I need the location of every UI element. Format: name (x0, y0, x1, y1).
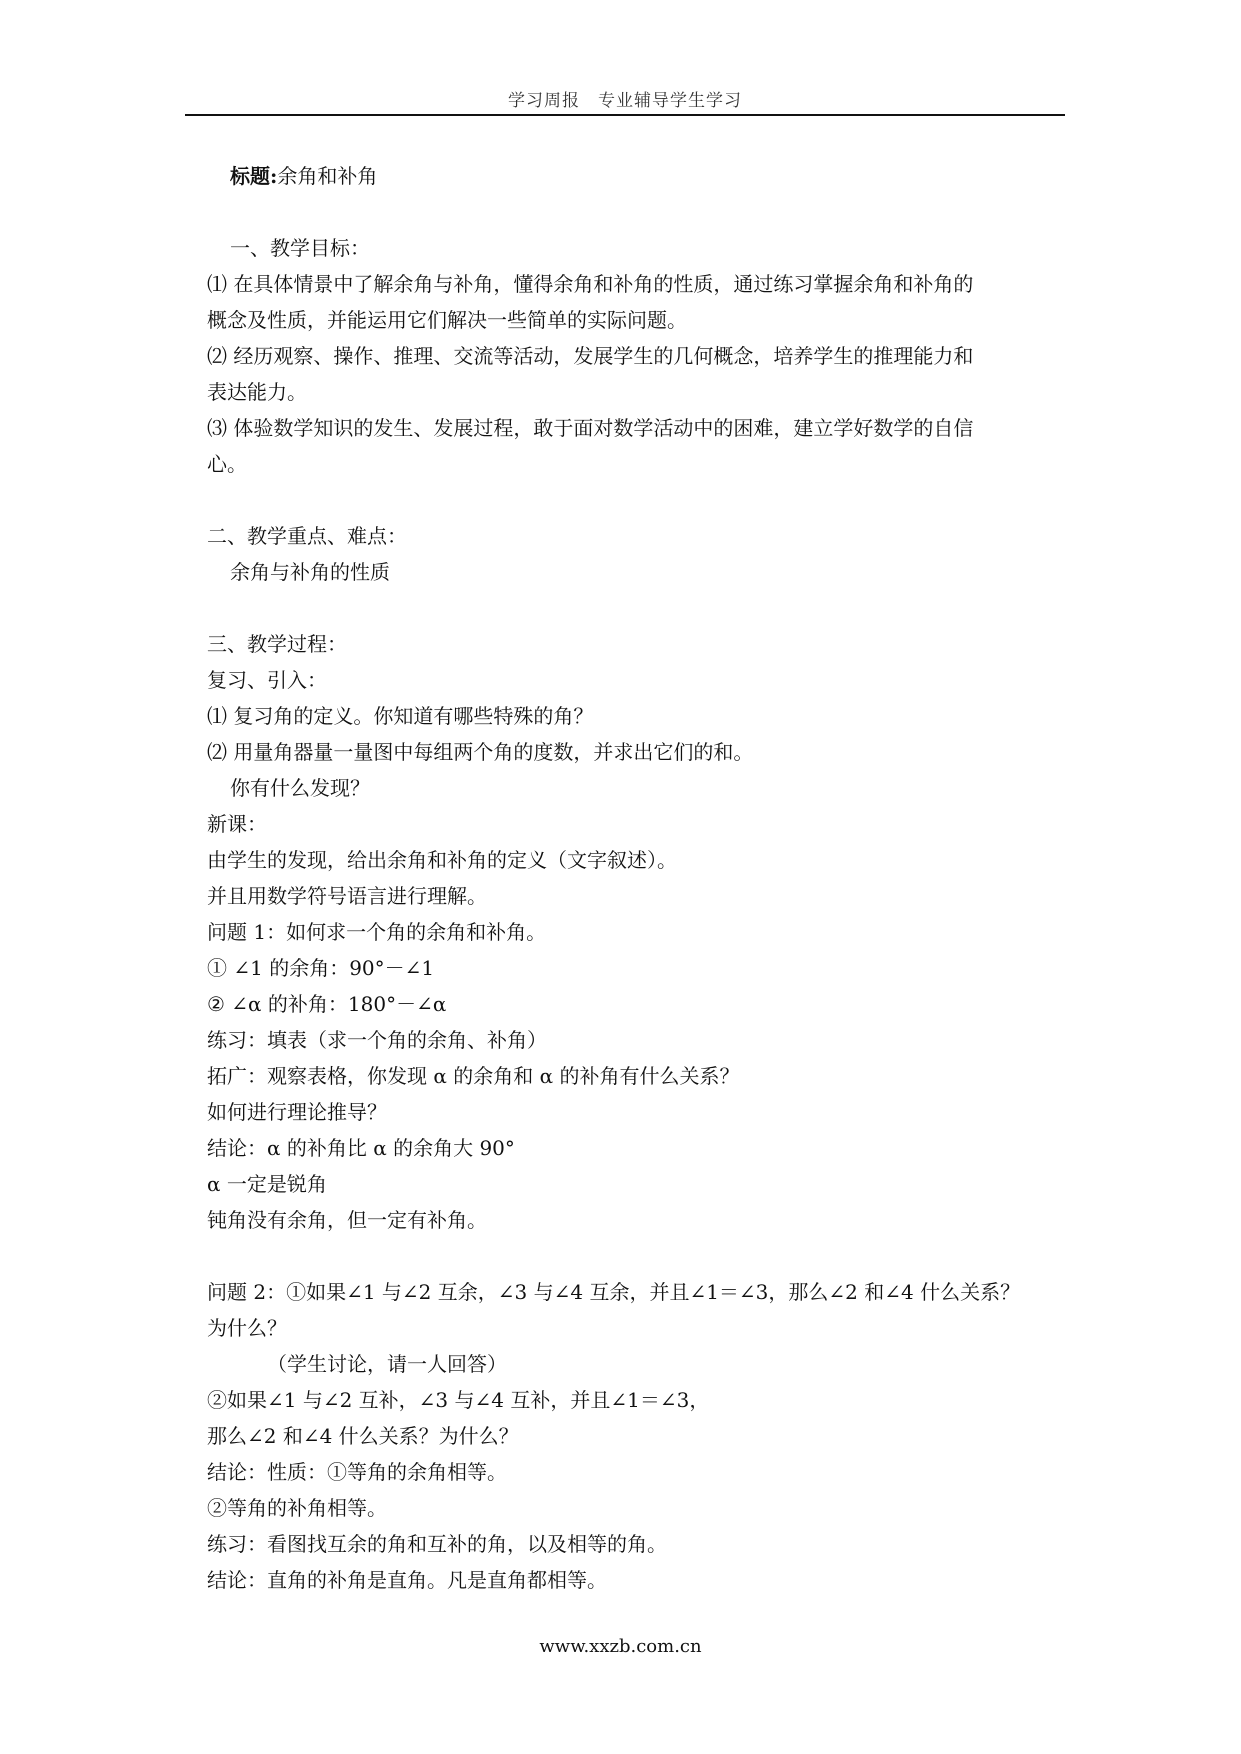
process-line: 你有什么发现？ (230, 776, 370, 800)
header-slogan: 专业辅导学生学习 (598, 91, 742, 111)
spacer (207, 194, 1057, 230)
process-line: 练习：看图找互余的角和互补的角，以及相等的角。 (207, 1532, 667, 1556)
process-line: 新课： (207, 812, 267, 836)
key-points-content: 余角与补角的性质 (230, 560, 390, 584)
page-header (185, 86, 1065, 111)
process-line: ① ∠1 的余角：90°－∠1 (207, 956, 435, 980)
page-footer-url: www.xxzb.com.cn (539, 1636, 702, 1657)
process-line: 练习：填表（求一个角的余角、补角） (207, 1028, 547, 1052)
process-line: α 一定是锐角 (207, 1172, 327, 1196)
process-line: 并且用数学符号语言进行理解。 (207, 884, 487, 908)
process-line: 钝角没有余角，但一定有补角。 (207, 1208, 487, 1232)
process-line: 结论：α 的补角比 α 的余角大 90° (207, 1136, 515, 1160)
header-publication: 学习周报 (508, 91, 580, 111)
document-title (207, 158, 1057, 194)
title-text: 余角和补角 (277, 164, 378, 188)
process-heading: 三、教学过程： (207, 632, 347, 656)
process-line: 由学生的发现，给出余角和补角的定义（文字叙述）。 (207, 848, 677, 872)
process-line: ②等角的补角相等。 (207, 1496, 387, 1520)
process-line: 结论：性质：①等角的余角相等。 (207, 1460, 507, 1484)
header-rule (185, 114, 1065, 116)
goal-3-line-2: 心。 (207, 452, 247, 476)
process-line: 拓广：观察表格，你发现 α 的余角和 α 的补角有什么关系？ (207, 1064, 740, 1088)
goal-3-line-1: ⑶ 体验数学知识的发生、发展过程，敢于面对数学活动中的困难，建立学好数学的自信 (207, 416, 974, 440)
process-line: 如何进行理论推导？ (207, 1100, 387, 1124)
process-line: （学生讨论，请一人回答） (267, 1352, 507, 1376)
key-points-heading: 二、教学重点、难点： (207, 524, 407, 548)
spacer (207, 590, 1057, 626)
process-line: 那么∠2 和∠4 什么关系？为什么？ (207, 1424, 519, 1448)
goal-2-line-1: ⑵ 经历观察、操作、推理、交流等活动，发展学生的几何概念，培养学生的推理能力和 (207, 344, 974, 368)
goal-1-line-2: 概念及性质，并能运用它们解决一些简单的实际问题。 (207, 308, 687, 332)
process-line: ⑴ 复习角的定义。你知道有哪些特殊的角？ (207, 704, 594, 728)
process-line: ② ∠α 的补角：180°－∠α (207, 992, 447, 1016)
goals-heading: 一、教学目标： (230, 236, 370, 260)
goal-2-line-2: 表达能力。 (207, 380, 307, 404)
title-label: 标题: (230, 164, 278, 188)
process-line: ②如果∠1 与∠2 互补，∠3 与∠4 互补，并且∠1＝∠3， (207, 1388, 710, 1412)
process-line: 为什么？ (207, 1316, 287, 1340)
spacer (207, 1238, 1057, 1274)
process-line: 问题 2：①如果∠1 与∠2 互余，∠3 与∠4 互余，并且∠1＝∠3，那么∠2 和∠4 什么关系？ (207, 1280, 1021, 1304)
process-line: 问题 1：如何求一个角的余角和补角。 (207, 920, 547, 944)
process-line: 结论：直角的补角是直角。凡是直角都相等。 (207, 1568, 607, 1592)
process-line: ⑵ 用量角器量一量图中每组两个角的度数，并求出它们的和。 (207, 740, 754, 764)
spacer (207, 482, 1057, 518)
goal-1-line-1: ⑴ 在具体情景中了解余角与补角，懂得余角和补角的性质，通过练习掌握余角和补角的 (207, 272, 974, 296)
document-body (207, 158, 1057, 1598)
process-line: 复习、引入： (207, 668, 327, 692)
